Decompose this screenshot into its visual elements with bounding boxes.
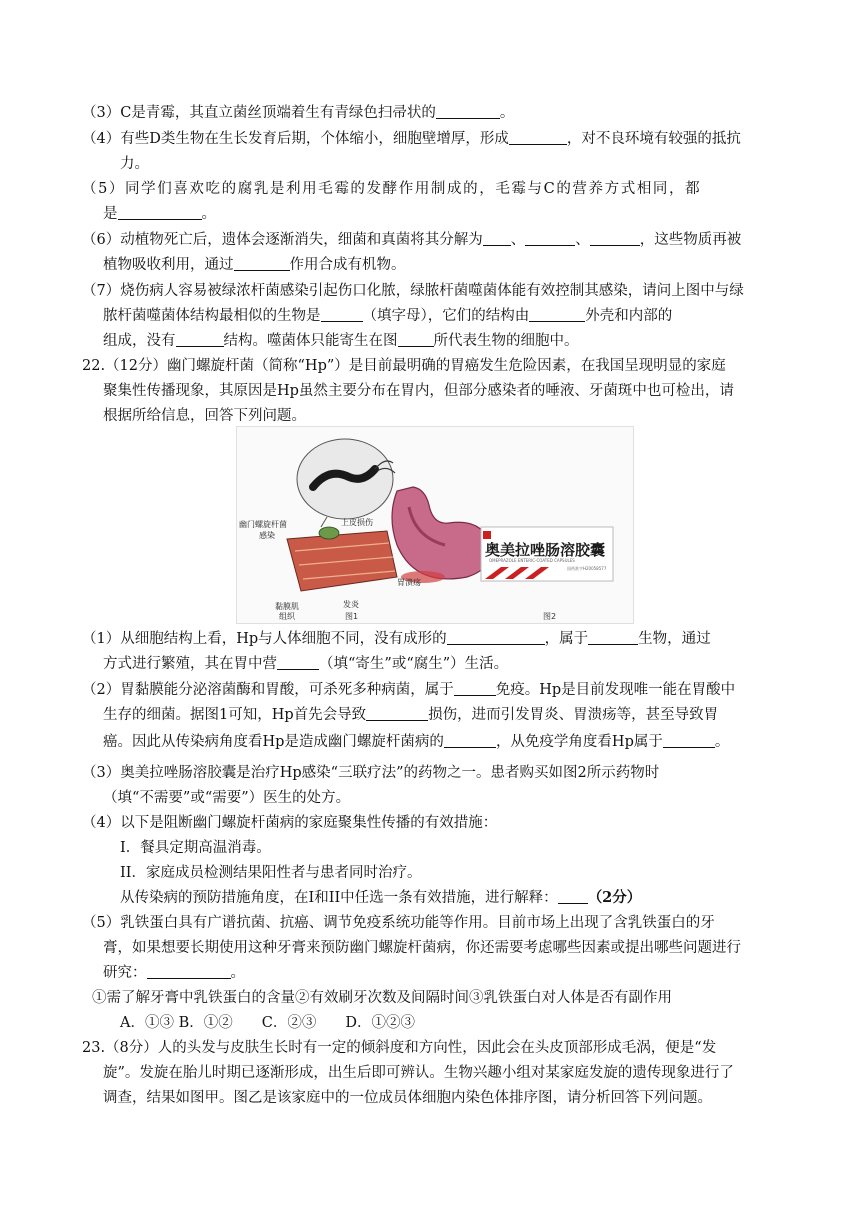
answer-blank[interactable] xyxy=(525,231,575,246)
drug-logo xyxy=(483,531,491,539)
answer-blank[interactable] xyxy=(277,655,319,670)
q22-part2-cont: 生存的细菌。据图1可知，Hp首先会导致 损伤，进而引发胃炎、胃溃疡等，甚至导致胃 xyxy=(103,707,719,723)
answer-blank[interactable] xyxy=(147,964,231,979)
fig2-caption: 图2 xyxy=(543,612,557,621)
label-infection: 幽门螺旋杆菌 xyxy=(239,520,287,529)
answer-blank[interactable] xyxy=(366,706,428,721)
q21-part5-cont: 是 。 xyxy=(103,206,216,222)
q22-part5-items: ①需了解牙膏中乳铁蛋白的含量②有效刷牙次数及间隔时间③乳铁蛋白对人体是否有副作用 xyxy=(92,990,672,1006)
answer-blank[interactable] xyxy=(509,130,567,145)
label-epithelium: 上皮损伤 xyxy=(341,518,373,527)
answer-blank[interactable] xyxy=(436,104,500,119)
q22-part3: （3）奥美拉唑肠溶胶囊是治疗Hp感染“三联疗法”的药物之一。患者购买如图2所示药物时 xyxy=(82,765,660,781)
label-ulcer: 胃溃疡 xyxy=(397,578,421,587)
q21-part7-cont2: 组成，没有 结构。噬菌体只能寄生在图 所代表生物的细胞中。 xyxy=(103,333,579,349)
q23-line2: 旋”。发旋在胎儿时期已逐渐形成，出生后即可辨认。生物兴趣小组对某家庭发旋的遗传现象进行了 xyxy=(103,1065,734,1081)
figure-illustration xyxy=(237,427,633,623)
q22-part1: （1）从细胞结构上看，Hp与人体细胞不同，没有成形的 ，属于 生物，通过 xyxy=(82,631,711,647)
q22-measure-1: I．餐具定期高温消毒。 xyxy=(120,840,271,856)
q21-part4: （4）有些D类生物在生长发育后期，个体缩小，细胞壁增厚，形成 ，对不良环境有较强的抵抗 xyxy=(82,131,741,147)
answer-blank[interactable] xyxy=(454,681,496,696)
answer-blank[interactable] xyxy=(588,630,638,645)
q22-part2-cont2: 癌。因此从传染病角度看Hp是造成幽门螺旋杆菌病的 ，从免疫学角度看Hp属于 。 xyxy=(103,734,730,750)
drug-name: 奥美拉唑肠溶胶囊 xyxy=(485,541,606,559)
q22-intro-line1: 22.（12分）幽门螺旋杆菌（简称“Hp”）是目前最明确的胃癌发生危险因素，在我国呈现明显的家庭 xyxy=(82,358,726,374)
label-infection-2: 感染 xyxy=(259,531,275,540)
q22-measure-2: II．家庭成员检测结果阳性者与患者同时治疗。 xyxy=(120,865,422,881)
label-mucosa-2: 组织 xyxy=(279,612,295,621)
q22-part4: （4）以下是阻断幽门螺旋杆菌病的家庭聚集性传播的有效措施： xyxy=(82,815,498,831)
q21-part7: （7）烧伤病人容易被绿浓杆菌感染引起伤口化脓，绿脓杆菌噬菌体能有效控制其感染，请问上图中与绿 xyxy=(82,283,744,299)
q22-figure xyxy=(236,426,634,624)
q22-part5: （5）乳铁蛋白具有广谱抗菌、抗癌、调节免疫系统功能等作用。目前市场上出现了含乳铁蛋白的牙 xyxy=(82,915,715,931)
infection-spot xyxy=(319,527,339,539)
q22-part3-cont: （填“不需要”或“需要”）医生的处方。 xyxy=(103,790,351,806)
q22-part5-cont: 膏，如果想要长期使用这种牙膏来预防幽门螺旋杆菌病，你还需要考虑哪些因素或提出哪些问题进行 xyxy=(103,940,741,956)
q22-part1-cont: 方式进行繁殖，其在胃中营 （填“寄生”或“腐生”）生活。 xyxy=(103,656,509,672)
answer-blank[interactable] xyxy=(234,256,290,271)
label-mucosa: 黏膜肌 xyxy=(275,602,299,611)
answer-blank[interactable] xyxy=(558,889,588,904)
q22-part2: （2）胃黏膜能分泌溶菌酶和胃酸，可杀死多种病菌，属于 免疫。Hp是目前发现唯一能在胃酸中 xyxy=(82,682,736,698)
q23-line1: 23.（8分）人的头发与皮肤生长时有一定的倾斜度和方向性，因此会在头皮顶部形成毛涡，便是“发 xyxy=(82,1040,717,1056)
answer-blank[interactable] xyxy=(663,733,715,748)
answer-blank[interactable] xyxy=(398,332,434,347)
drug-en-name: OMEPRAZOLE ENTERIC-COATED CAPSULES xyxy=(489,558,575,563)
answer-blank[interactable] xyxy=(590,231,640,246)
answer-blank[interactable] xyxy=(447,630,545,645)
q21-part6: （6）动植物死亡后，遗体会逐渐消失，细菌和真菌将其分解为 、 、 ，这些物质再被 xyxy=(82,232,742,248)
q23-line3: 调查，结果如图甲。图乙是该家庭中的一位成员体细胞内染色体排序图，请分析回答下列问题。 xyxy=(103,1090,712,1106)
answer-blank[interactable] xyxy=(483,231,511,246)
answer-blank[interactable] xyxy=(444,733,496,748)
pointer-line xyxy=(321,517,327,527)
q22-part5-options[interactable]: A．①③ B．①② C．②③ D．①②③ xyxy=(120,1015,415,1031)
q21-part3: （3）C是青霉，其直立菌丝顶端着生有青绿色扫帚状的 。 xyxy=(82,105,515,121)
q22-intro-line2: 聚集性传播现象，其原因是Hp虽然主要分布在胃内，但部分感染者的唾液、牙菌斑中也可检出，请 xyxy=(103,383,734,399)
answer-blank[interactable] xyxy=(529,307,585,322)
answer-blank[interactable] xyxy=(118,205,202,220)
q22-part5-cont2: 研究： 。 xyxy=(103,965,245,981)
q22-part4-question: 从传染病的预防措施角度，在I和II中任选一条有效措施，进行解释： （2分） xyxy=(120,889,642,906)
drug-approval-code: 国药准字H20058577 xyxy=(567,566,607,571)
fig1-caption: 图1 xyxy=(345,612,359,621)
q21-part7-cont: 脓杆菌噬菌体结构最相似的生物是 （填字母），它们的结构由 外壳和内部的 xyxy=(103,308,673,324)
q21-part5: （5）同学们喜欢吃的腐乳是利用毛霉的发酵作用制成的，毛霉与C的营养方式相同，都 xyxy=(82,181,702,197)
answer-blank[interactable] xyxy=(321,307,363,322)
q21-part4-cont: 力。 xyxy=(120,156,149,172)
q21-part6-cont: 植物吸收利用，通过 作用合成有机物。 xyxy=(103,257,406,273)
answer-blank[interactable] xyxy=(176,332,224,347)
stomach-illustration xyxy=(392,487,490,579)
label-inflammation: 发炎 xyxy=(343,600,359,609)
q22-intro-line3: 根据所给信息，回答下列问题。 xyxy=(103,408,306,424)
